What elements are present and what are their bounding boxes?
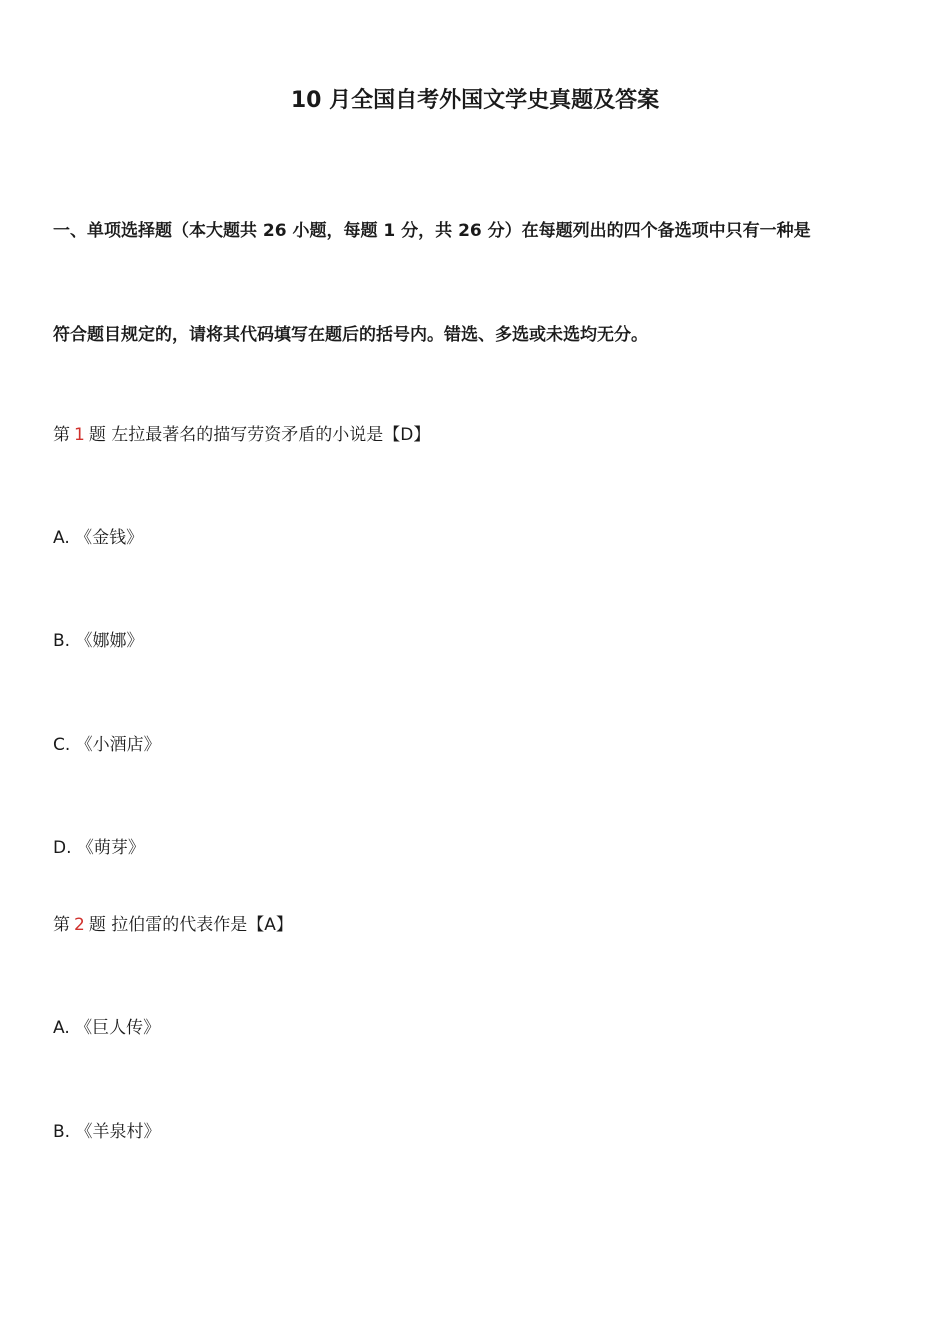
question-1-option-a: A. 《金钱》 <box>53 528 144 548</box>
question-text: 题 左拉最著名的描写劳资矛盾的小说是【D】 <box>88 425 431 445</box>
question-2 <box>53 912 293 938</box>
document-title: 10 月全国自考外国文学史真题及答案 <box>290 88 660 113</box>
section-instructions-line-1: 一、单项选择题（本大题共 26 小题，每题 1 分，共 26 分）在每题列出的四个备选项中只有一种是 <box>53 221 811 241</box>
question-2-option-a: A. 《巨人传》 <box>53 1018 161 1038</box>
question-prefix: 第 <box>53 915 70 935</box>
question-1-option-d: D. 《萌芽》 <box>53 838 145 858</box>
question-1-option-b: B. 《娜娜》 <box>53 631 144 651</box>
question-1 <box>53 422 430 448</box>
question-1-option-c: C. 《小酒店》 <box>53 735 161 755</box>
question-number: 2 <box>74 915 85 935</box>
question-number: 1 <box>74 425 85 445</box>
question-text: 题 拉伯雷的代表作是【A】 <box>88 915 293 935</box>
question-prefix: 第 <box>53 425 70 445</box>
question-2-option-b: B. 《羊泉村》 <box>53 1122 161 1142</box>
section-instructions-line-2: 符合题目规定的，请将其代码填写在题后的括号内。错选、多选或未选均无分。 <box>53 325 648 345</box>
